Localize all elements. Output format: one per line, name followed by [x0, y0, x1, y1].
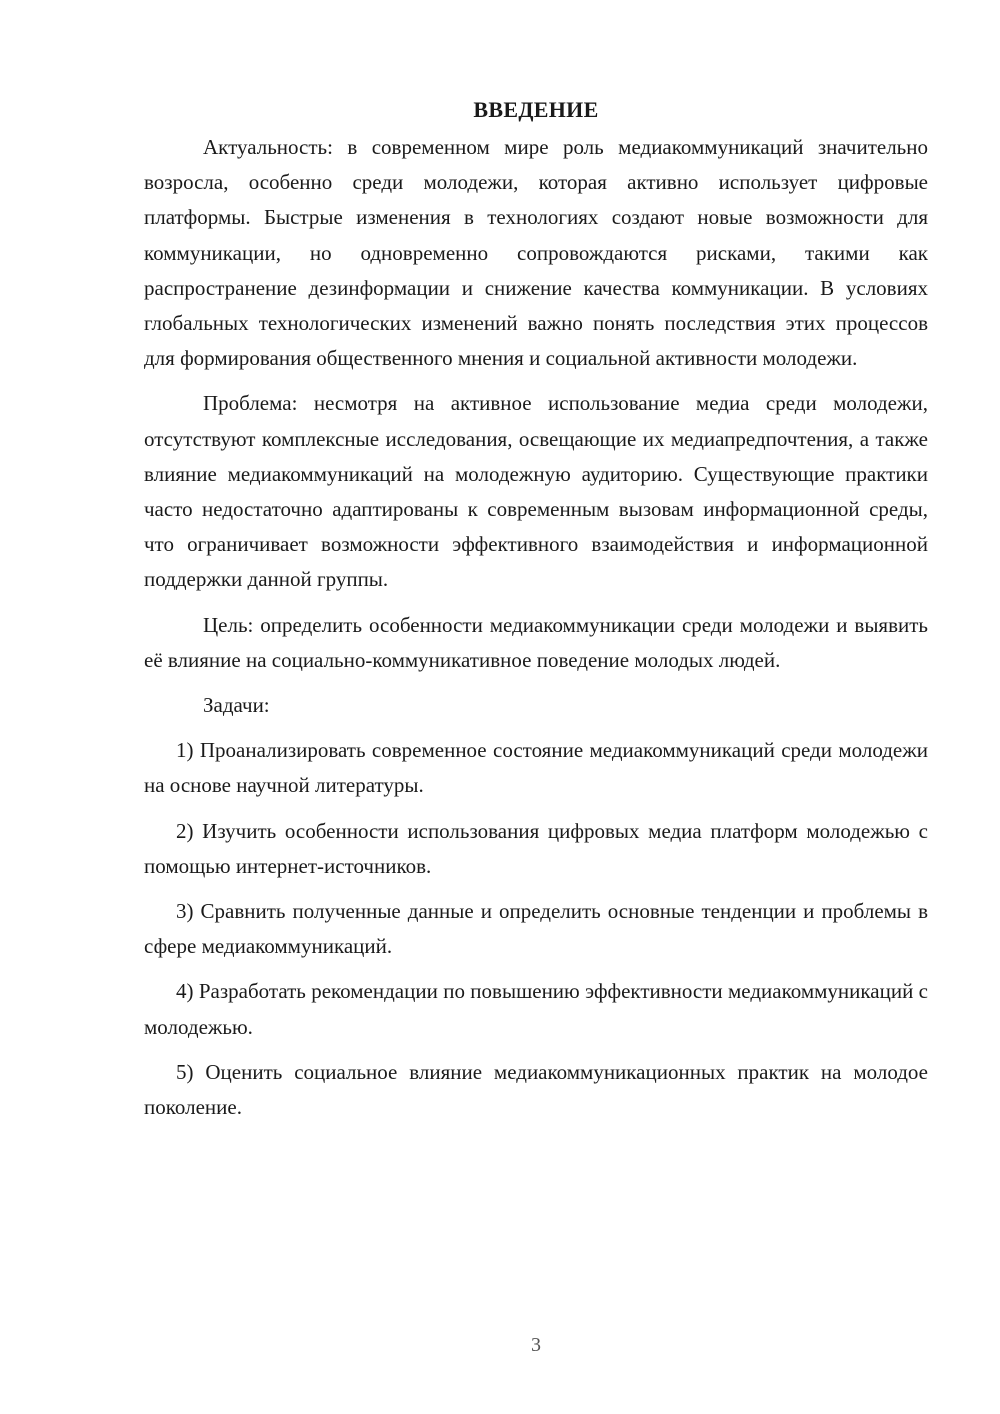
tasks-label: Задачи: [203, 693, 270, 718]
goal-paragraph: Цель: определить особенности медиакоммуникации среди молодежи и выявить её влияние на социально-коммуникативное поведение молодых людей. [144, 612, 928, 672]
task-item-3: 3) Сравнить полученные данные и определить основные тенденции и проблемы в сфере медиакоммуникаций. [144, 899, 928, 959]
task-item-1: 1) Проанализировать современное состояние медиакоммуникаций среди молодежи на основе научной литературы. [144, 738, 928, 798]
task-item-2: 2) Изучить особенности использования цифровых медиа платформ молодежью с помощью интернет-источников. [144, 818, 928, 878]
document-page [144, 94, 928, 1125]
section-heading: ВВЕДЕНИЕ [473, 97, 599, 122]
task-item-4: 4) Разработать рекомендации по повышению эффективности медиакоммуникаций с молодежью. [144, 979, 928, 1039]
task-item-5: 5) Оценить социальное влияние медиакоммуникационных практик на молодое поколение. [144, 1059, 928, 1120]
relevance-paragraph: Актуальность: в современном мире роль медиакоммуникаций значительно возросла, особенно среди молодежи, которая активно использует цифровые платформы. Быстрые изменения в технологиях создают новые возможности для коммуникации, но одновременно сопровождаются рисками, такими как распространение дезинформации и снижение качества коммуникации. В условиях глобальных технологических изменений важно понять последствия этих процессов для формирования общественного мнения и социальной активности молодежи. [144, 135, 928, 371]
page-number: 3 [531, 1334, 541, 1356]
problem-paragraph: Проблема: несмотря на активное использование медиа среди молодежи, отсутствуют комплексные исследования, освещающие их медиапредпочтения, а также влияние медиакоммуникаций на молодежную аудиторию. Существующие практики часто недостаточно адаптированы к современным вызовам информационной среды, что ограничивает возможности эффективного взаимодействия и информационной поддержки данной группы. [144, 391, 928, 592]
